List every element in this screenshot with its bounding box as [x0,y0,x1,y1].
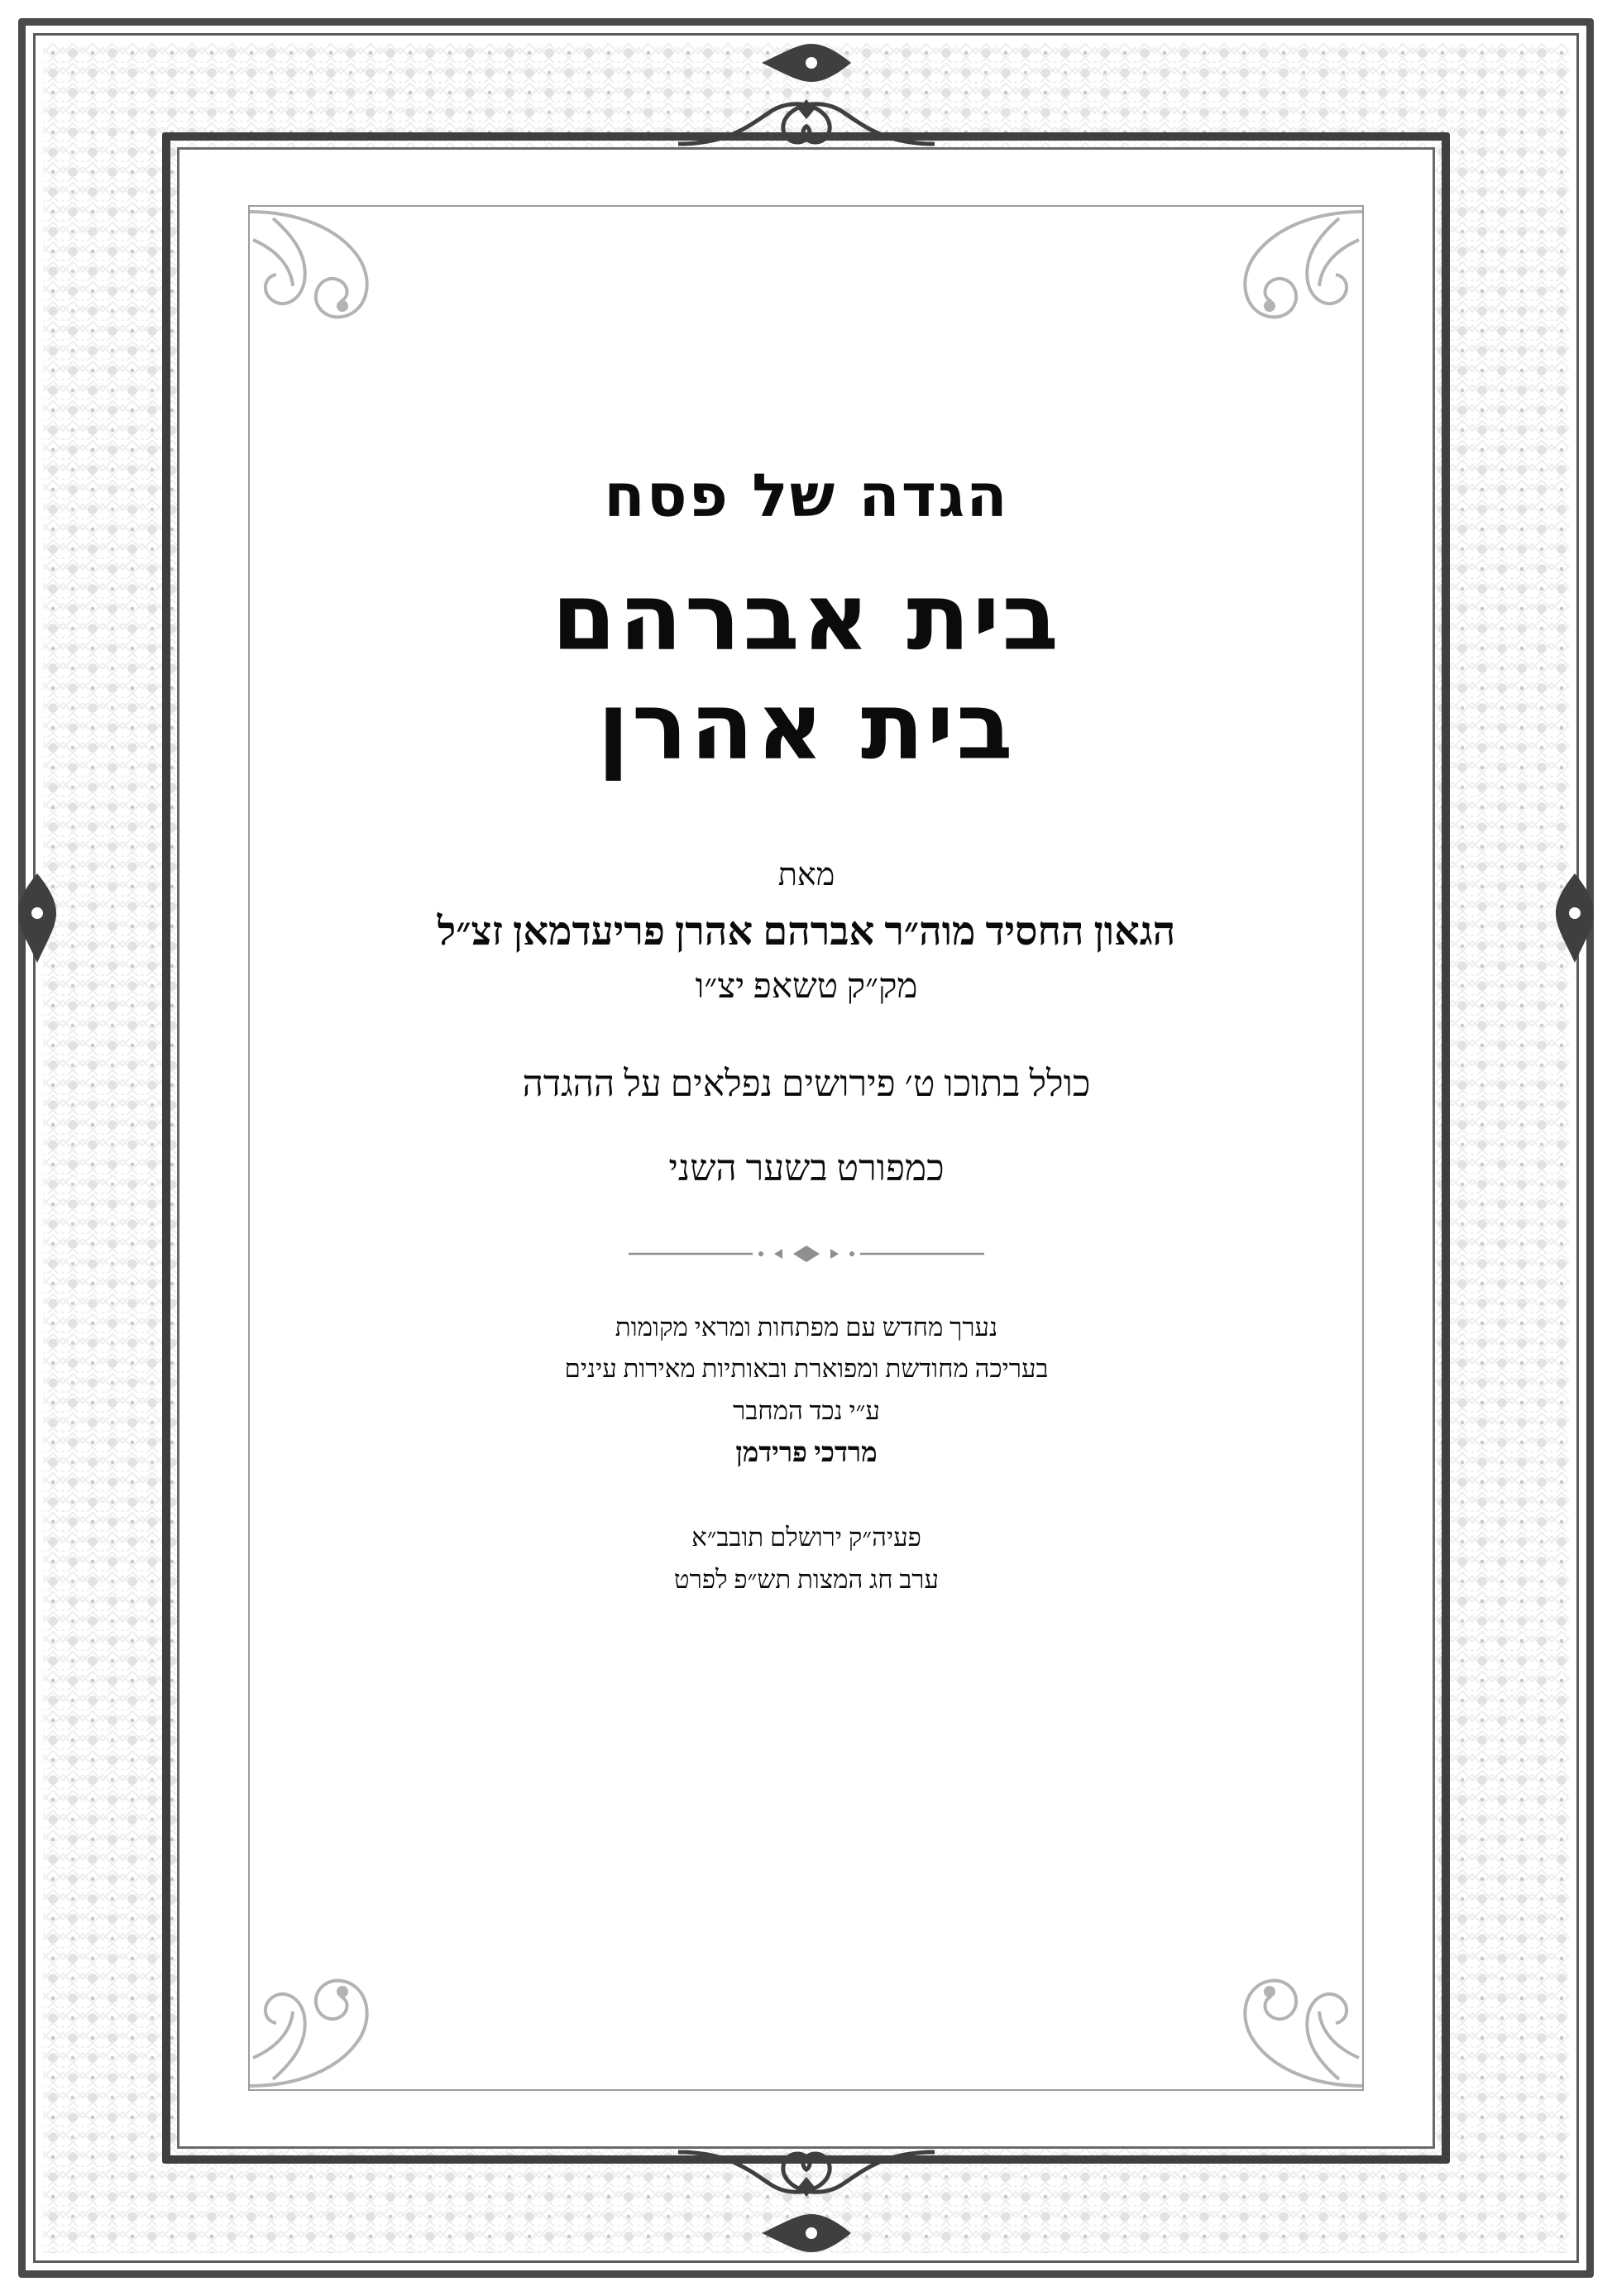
byline-label: מאת [777,857,835,892]
editor-name: מרדכי פרידמן [735,1437,878,1468]
contents-note [273,1057,1340,1196]
page-title-line-1: בית אברהם [552,564,1061,672]
contents-note-line-1: כולל בתוכו ט׳ פירושים נפלאים על ההגדה [522,1064,1091,1105]
side-medallion-icon [757,2204,856,2262]
place-and-date [273,1517,1340,1600]
page-subtitle-haggadah: הגדה של פסח [604,461,1009,530]
frame-center-ornament-icon [670,93,943,154]
side-medallion-icon [1546,868,1604,968]
contents-note-line-2: כמפורט בשער השני [668,1148,945,1189]
author-name: הגאון החסיד מוה״ר אברהם אהרן פריעדמאן זצ״ל [437,909,1176,954]
edition-credits [273,1307,1340,1476]
author-place: מק״ק טשאפ יצ״ו [695,968,918,1007]
corner-flourish-icon [1215,207,1364,356]
corner-flourish-icon [248,1942,397,2091]
edition-credits-line-1: נערך מחדש עם מפתחות ומראי מקומות [615,1313,998,1342]
page-title [273,563,1340,782]
corner-flourish-icon [248,207,397,356]
diamond-divider-icon [629,1244,984,1264]
side-medallion-icon [8,868,66,968]
page-title-line-2: בית אהרן [597,673,1016,782]
title-text-block [273,463,1340,1600]
frame-center-ornament-icon [670,2142,943,2203]
edition-credits-line-2: בעריכה מחודשת ומפוארת ובאותיות מאירות עינים [564,1354,1049,1384]
side-medallion-icon [757,34,856,92]
place-line: פעיה״ק ירושלם תובב״א [691,1523,921,1552]
edition-credits-line-3: ע״י נכד המחבר [733,1395,880,1425]
date-line: ערב חג המצות תש״פ לפרט [673,1564,940,1594]
corner-flourish-icon [1215,1942,1364,2091]
